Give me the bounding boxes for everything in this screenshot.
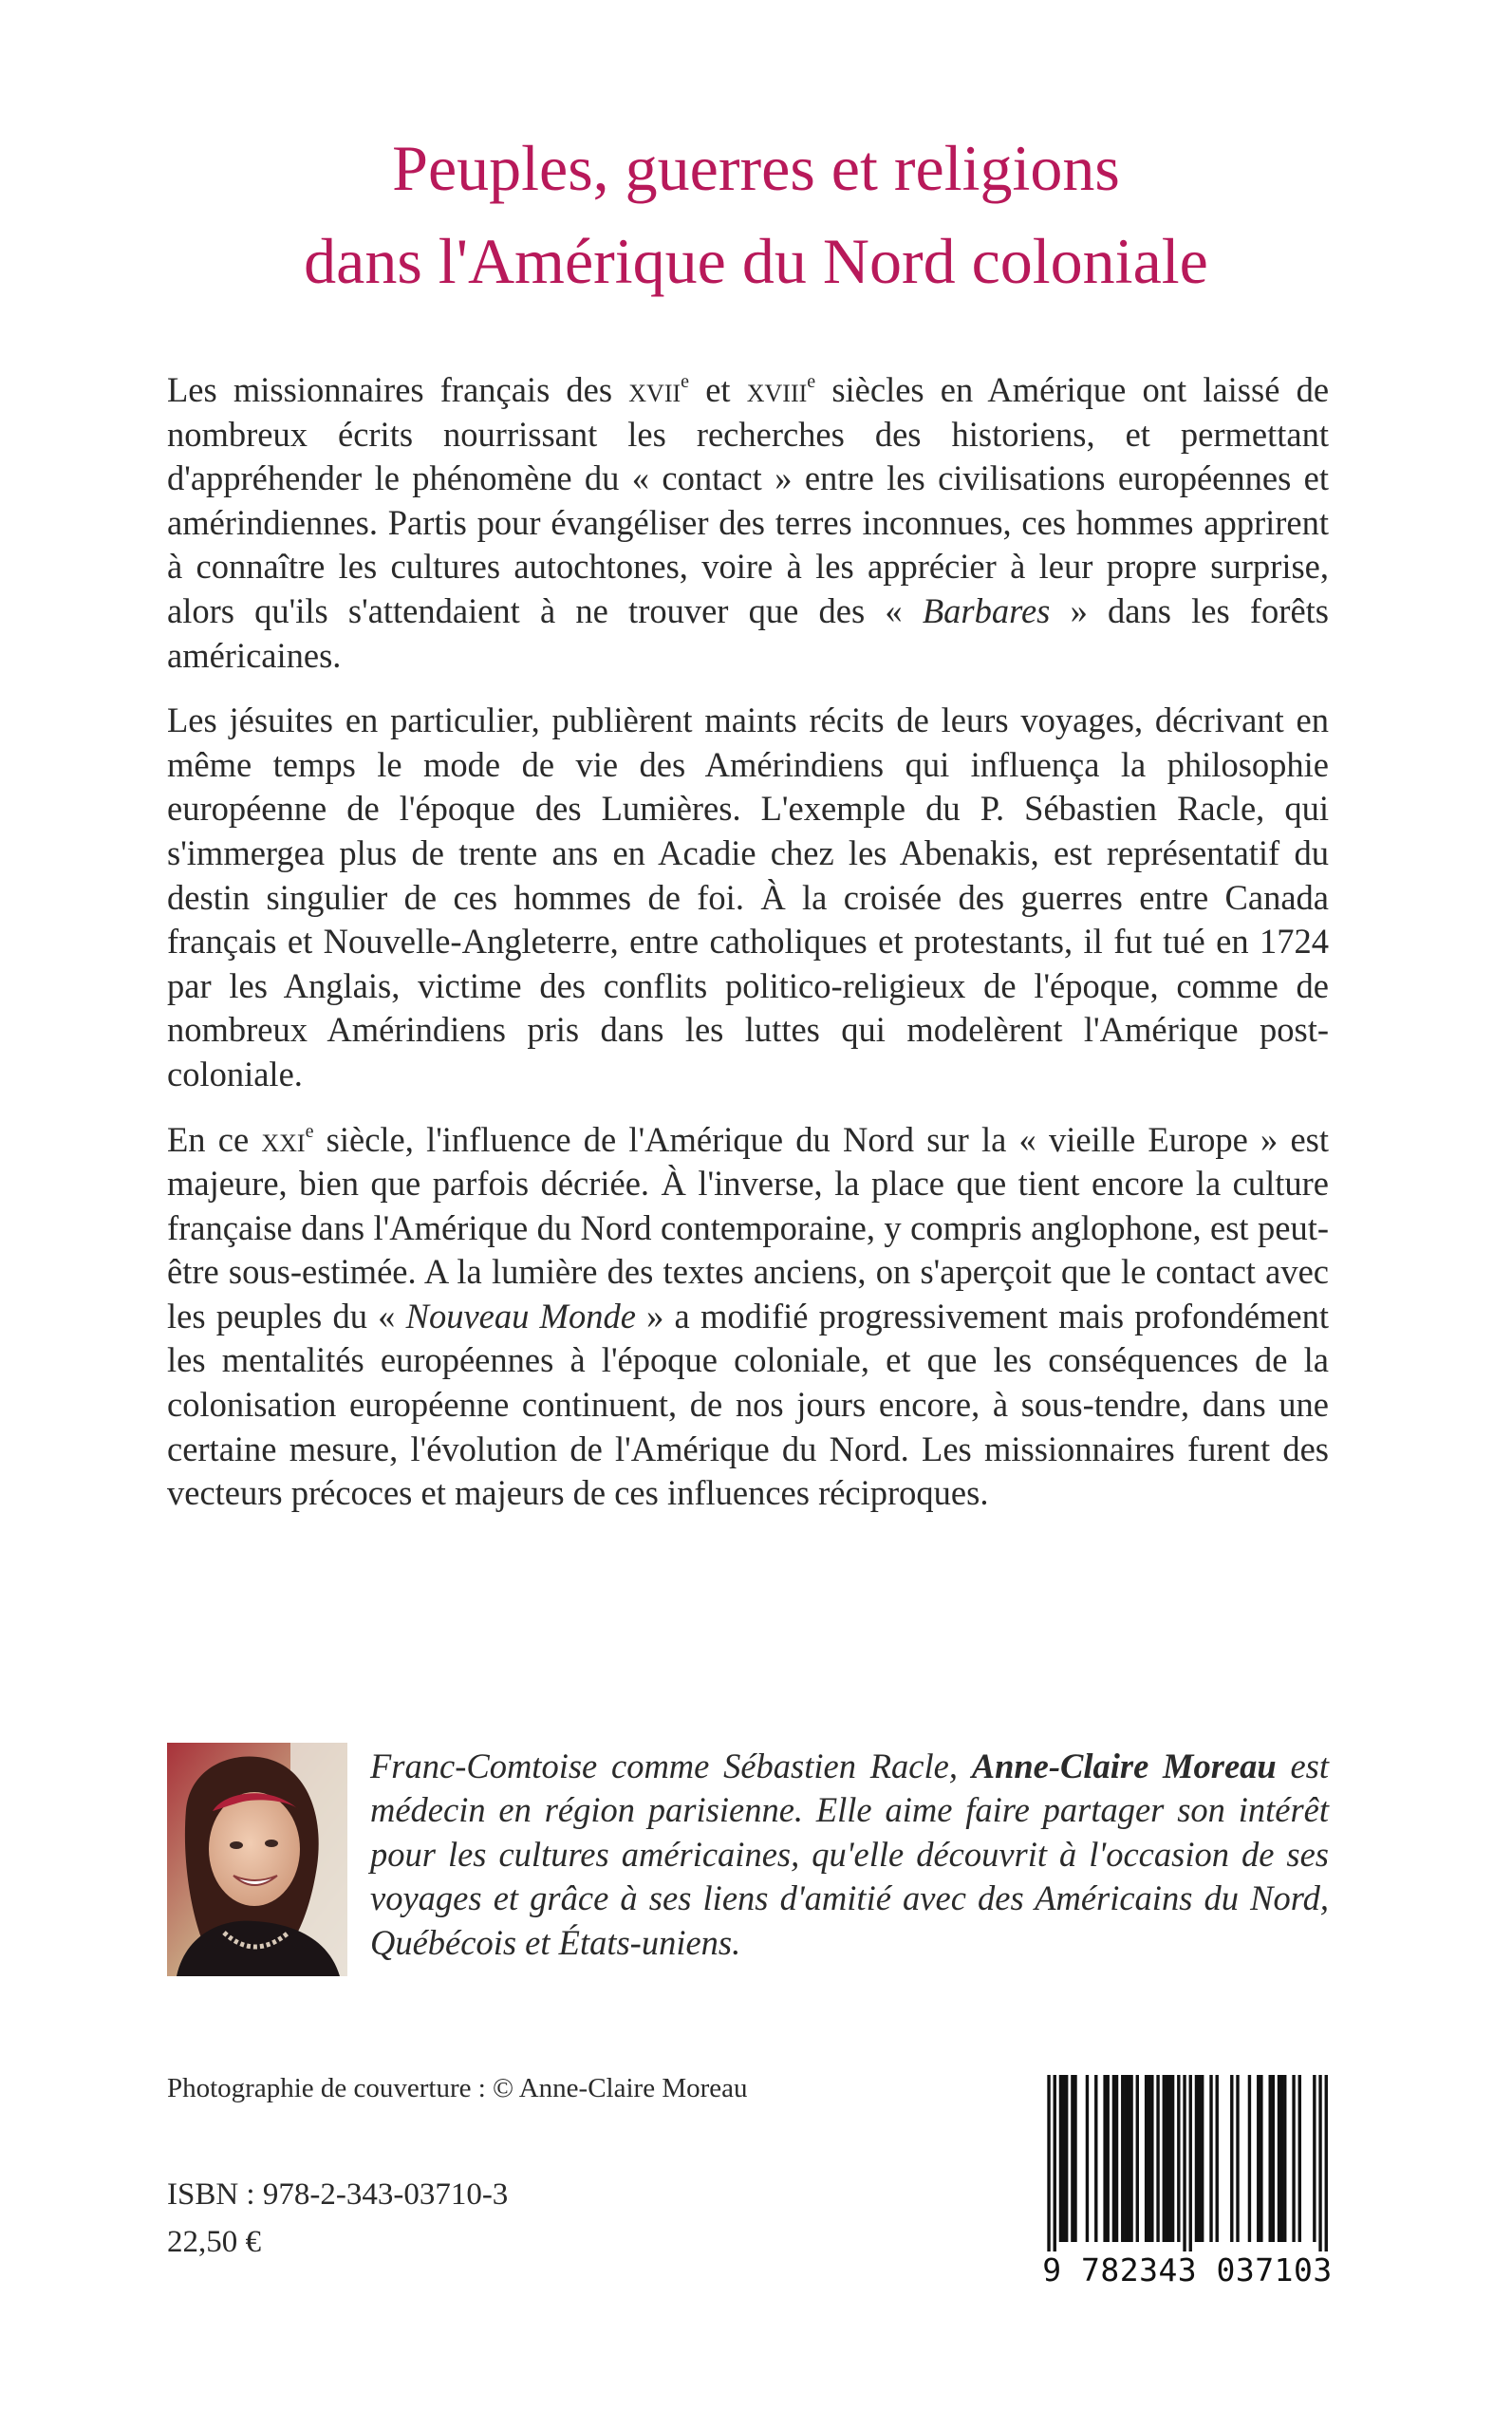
barcode-bar [1121, 2075, 1124, 2242]
barcode-bar [1065, 2075, 1068, 2242]
barcode-bar [1103, 2075, 1106, 2242]
barcode-bar [1260, 2075, 1262, 2242]
text-segment: siècles en Amérique ont laissé de nombreux écrits nourrissant les recherches des historiens, et permettant d'appréhender le phénomène du « contact » entre les civilisations européennes et amérindiennes. Partis pour évangéliser des terres inconnues, ces hommes apprirent à connaître les cultures autochtones, voire à les apprécier à leur propre surprise, alors qu'ils s'attendaient à ne trouver que des « [167, 370, 1330, 630]
barcode-bar [1145, 2075, 1148, 2242]
text-segment: » dans les forêts américaines. [167, 590, 1329, 675]
barcode-bar [1272, 2075, 1275, 2242]
barcode-bar [1292, 2075, 1295, 2242]
barcode-bar [1183, 2075, 1185, 2251]
barcode-bar [1073, 2075, 1076, 2242]
superscript: e [305, 1120, 314, 1142]
blurb-paragraph-3 [167, 1118, 1329, 1516]
superscript: e [807, 370, 816, 392]
barcode-bar [1269, 2075, 1272, 2242]
barcode-bar [1283, 2075, 1286, 2242]
barcode-bar [1248, 2075, 1251, 2242]
barcode-bar [1094, 2075, 1097, 2242]
barcode-bar [1054, 2075, 1056, 2251]
barcode-bar [1129, 2075, 1132, 2242]
barcode-bars [1038, 2075, 1336, 2251]
book-title-line-1: Peuples, guerres et religions [392, 132, 1120, 204]
barcode-bar [1280, 2075, 1283, 2242]
author-photo [167, 1743, 347, 1976]
price: 22,50 € [167, 2225, 261, 2259]
barcode-bar [1171, 2075, 1174, 2242]
book-title [0, 121, 1512, 308]
author-portrait-image [167, 1743, 347, 1976]
barcode-bar [1059, 2075, 1062, 2242]
blurb-paragraph-2: Les jésuites en particulier, publièrent maints récits de leurs voyages, décrivant en même temps le mode de vie des Amérindiens qui influença la philosophie européenne de l'époque des Lumières. L'exemple du P. Sébastien Racle, qui s'immergea plus de trente ans en Acadie chez les Abenakis, est représentatif du destin singulier de ces hommes de foi. À la croisée des guerres entre Canada français et Nouvelle-Angleterre, entre catholiques et protestants, il fut tué en 1724 par les Anglais, victime des conflits politico-religieux de l'époque, comme de nombreux Amérindiens pris dans les luttes qui modelèrent l'Amérique post-coloniale. [167, 701, 1329, 1093]
barcode-bar [1201, 2075, 1204, 2242]
barcode-bar [1124, 2075, 1127, 2242]
blurb-paragraph-1 [167, 368, 1329, 678]
barcode-bar [1195, 2075, 1198, 2242]
italic-term: Barbares [922, 590, 1051, 630]
barcode-bar [1112, 2075, 1115, 2242]
century-numeral: xviii [746, 370, 808, 409]
barcode-bar [1177, 2075, 1180, 2242]
barcode-bar [1166, 2075, 1168, 2242]
barcode-bar [1150, 2075, 1153, 2242]
text-segment: Les missionnaires français des [167, 370, 629, 409]
barcode-bar [1115, 2075, 1118, 2242]
barcode-bar [1136, 2075, 1139, 2242]
italic-term: Nouveau Monde [405, 1296, 636, 1336]
text-segment: En ce [167, 1119, 262, 1159]
barcode [1038, 2075, 1336, 2289]
barcode-bar [1236, 2075, 1239, 2242]
barcode-bar [1062, 2075, 1065, 2242]
barcode-bar [1318, 2075, 1321, 2251]
barcode-bar [1298, 2075, 1301, 2242]
barcode-bar [1278, 2075, 1280, 2242]
barcode-bar [1325, 2075, 1328, 2251]
barcode-digits: 9 782343 037103 [1042, 2251, 1333, 2289]
barcode-bar [1230, 2075, 1233, 2242]
barcode-bar [1198, 2075, 1201, 2242]
author-section [167, 1743, 1329, 2027]
book-title-line-2: dans l'Amérique du Nord coloniale [304, 225, 1208, 297]
barcode-bar [1107, 2075, 1110, 2242]
barcode-bar [1148, 2075, 1150, 2242]
barcode-bar [1163, 2075, 1166, 2242]
text-segment: siècle, l'influence de l'Amérique du Nord sur la « vieille Europe » est majeure, bien que parfois décriée. À l'inverse, la place que tient encore la culture française dans l'Amérique du Nord contemporaine, y compris anglophone, est peut-être sous-estimée. A la lumière des textes anciens, on s'aperçoit que le contact avec les peuples du « [167, 1119, 1329, 1336]
superscript: e [681, 370, 690, 392]
barcode-bar [1216, 2075, 1219, 2242]
bio-text-start: Franc-Comtoise comme Sébastien Racle, [370, 1747, 972, 1785]
author-name: Anne-Claire Moreau [971, 1747, 1277, 1785]
barcode-bar [1257, 2075, 1260, 2242]
cover-photo-credit: Photographie de couverture : © Anne-Claire Moreau [167, 2073, 748, 2103]
barcode-bar [1168, 2075, 1171, 2242]
barcode-bar [1047, 2075, 1050, 2251]
century-numeral: xxi [261, 1119, 306, 1159]
barcode-bar [1127, 2075, 1129, 2242]
text-segment: » a modifié progressivement mais profondément les mentalités européennes à l'époque coloniale, et que les conséquences de la colonisation européenne continuent, de nos jours encore, à sous-tendre, dans une certaine mesure, l'évolution de l'Amérique du Nord. Les missionnaires furent des vecteurs précoces et majeurs de ces influences réciproques. [167, 1296, 1329, 1513]
barcode-bar [1156, 2075, 1159, 2242]
barcode-bar [1209, 2075, 1212, 2242]
barcode-bar [1086, 2075, 1089, 2242]
author-bio [370, 1745, 1329, 1965]
barcode-bar [1071, 2075, 1073, 2242]
barcode-bar [1313, 2075, 1316, 2242]
bio-text-end: est médecin en région parisienne. Elle aime faire partager son intérêt pour les cultures américaines, qu'elle découvrit à l'occasion de ses voyages et grâce à ses liens d'amitié avec des Américains du Nord, Québécois et États-uniens. [370, 1747, 1330, 1962]
blurb [167, 368, 1329, 1537]
century-numeral: xvii [628, 370, 681, 409]
barcode-bar [1189, 2075, 1192, 2251]
text-segment: et [689, 370, 747, 409]
isbn: ISBN : 978-2-343-03710-3 [167, 2177, 509, 2212]
